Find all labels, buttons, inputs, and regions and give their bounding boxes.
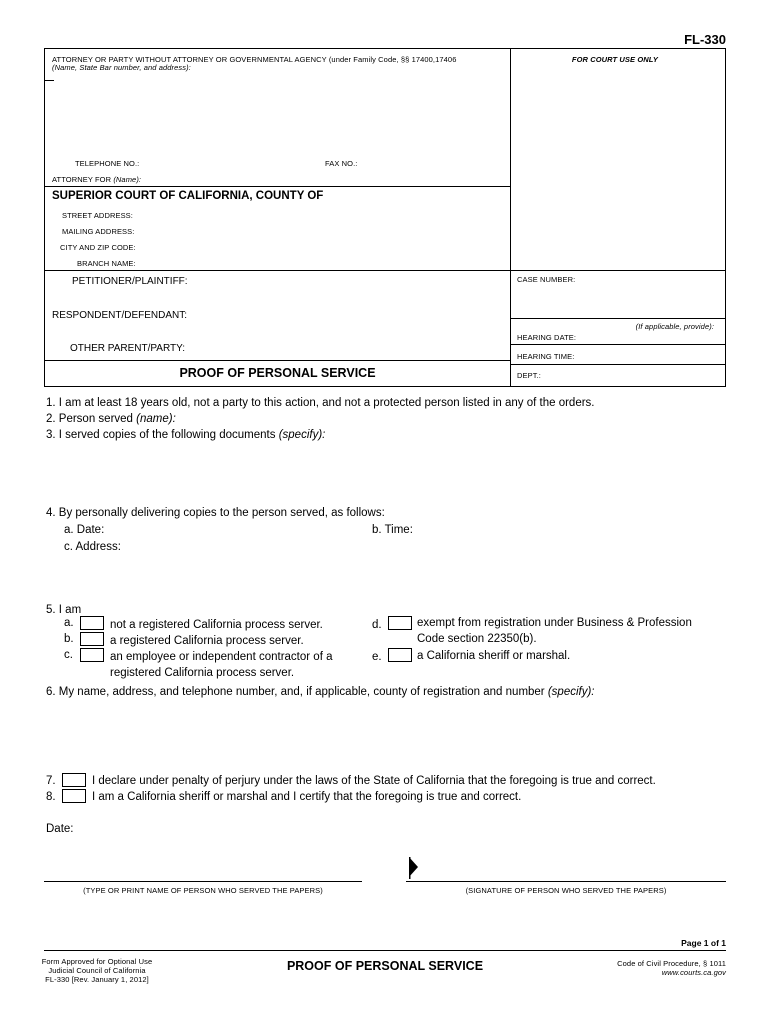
item-1: 1. I am at least 18 years old, not a party to this action, and not a protected person listed in any of the orders. [46,397,595,409]
if-applicable-label: (If applicable, provide): [635,322,714,331]
item-5e-letter: e. [372,651,382,663]
item-4: 4. By personally delivering copies to the person served, as follows: [46,507,385,519]
footer-url[interactable]: www.courts.ca.gov [661,968,726,977]
attorney-sublabel: (Name, State Bar number, and address): [52,63,191,72]
item-5d-text-2: Code section 22350(b). [417,633,537,645]
court-section-border [44,270,726,271]
item-4a-date: a. Date: [64,524,105,536]
hearing-time-border [510,364,726,365]
item-7-text: I declare under penalty of perjury under the laws of the State of California that the foregoing is true and correct. [92,775,656,787]
signature-arrow-icon [406,855,420,881]
item-3: 3. I served copies of the following documents (specify): [46,429,326,441]
date-label: Date: [46,823,74,835]
dept-label: DEPT.: [517,371,541,380]
name-caption: (TYPE OR PRINT NAME OF PERSON WHO SERVED THE PAPERS) [83,886,323,895]
item-5b-text: a registered California process server. [110,635,304,647]
other-parent-label: OTHER PARENT/PARTY: [70,343,186,354]
item-5d-checkbox[interactable] [388,616,412,630]
header-right-border [725,48,726,387]
branch-name-label: BRANCH NAME: [77,259,136,268]
header-bottom-border [44,386,726,387]
attorney-label: ATTORNEY OR PARTY WITHOUT ATTORNEY OR GOVERNMENTAL AGENCY (under Family Code, §§ 17400,17406 [52,55,457,64]
header-divider [510,48,511,387]
item-5c-text-2: registered California process server. [110,667,295,679]
header-top-border [44,48,726,49]
item-4b-time: b. Time: [372,524,413,536]
item-7-number: 7. [46,775,56,787]
attorney-section-border [44,186,511,187]
attorney-for-label: ATTORNEY FOR (Name): [52,175,142,184]
court-use-label: FOR COURT USE ONLY [571,55,658,64]
footer-approved-1: Form Approved for Optional Use [41,957,153,966]
item-2: 2. Person served (name): [46,413,176,425]
footer-form-rev: FL-330 [Rev. January 1, 2012] [45,975,149,984]
parties-border [44,360,511,361]
item-5c-checkbox[interactable] [80,648,104,662]
item-5a-text: not a registered California process server. [110,619,323,631]
form-title: PROOF OF PERSONAL SERVICE [179,366,376,380]
item-8-checkbox[interactable] [62,789,86,803]
footer-approved-2: Judicial Council of California [48,966,146,975]
footer-title: PROOF OF PERSONAL SERVICE [286,959,484,973]
hearing-time-label: HEARING TIME: [517,352,575,361]
item-5b-checkbox[interactable] [80,632,104,646]
case-number-border [510,318,726,319]
item-5a-letter: a. [64,617,74,629]
item-4c-address: c. Address: [64,541,121,553]
item-5e-text: a California sheriff or marshal. [417,650,571,662]
street-address-label: STREET ADDRESS: [62,211,133,220]
hearing-date-border [510,344,726,345]
item-5d-letter: d. [372,619,382,631]
hearing-date-label: HEARING DATE: [517,333,577,342]
item-5: 5. I am [46,604,82,616]
mailing-address-label: MAILING ADDRESS: [62,227,135,236]
footer-code: Code of Civil Procedure, § 1011 [617,959,726,968]
item-5e-checkbox[interactable] [388,648,412,662]
fax-label: FAX NO.: [325,159,358,168]
item-5d-text-1: exempt from registration under Business & Profession [417,617,692,629]
item-7-checkbox[interactable] [62,773,86,787]
item-5a-checkbox[interactable] [80,616,104,630]
signature-line[interactable] [406,881,726,882]
petitioner-label: PETITIONER/PLAINTIFF: [72,276,188,287]
respondent-label: RESPONDENT/DEFENDANT: [52,310,188,321]
page-number: Page 1 of 1 [681,938,726,948]
footer-border [44,950,726,951]
case-number-label: CASE NUMBER: [517,275,576,284]
telephone-label: TELEPHONE NO.: [75,159,140,168]
item-5b-letter: b. [64,633,74,645]
item-6: 6. My name, address, and telephone number, and, if applicable, county of registration and number (specify): [46,686,595,698]
header-left-border [44,48,45,387]
item-5c-letter: c. [64,649,73,661]
name-line[interactable] [44,881,362,882]
attorney-tick [44,80,54,81]
city-zip-label: CITY AND ZIP CODE: [60,243,136,252]
item-8-text: I am a California sheriff or marshal and I certify that the foregoing is true and correct. [92,791,522,803]
form-id: FL-330 [684,32,726,47]
signature-caption: (SIGNATURE OF PERSON WHO SERVED THE PAPERS) [465,886,667,895]
item-8-number: 8. [46,791,56,803]
item-5c-text-1: an employee or independent contractor of a [110,651,333,663]
court-title: SUPERIOR COURT OF CALIFORNIA, COUNTY OF [52,190,324,202]
